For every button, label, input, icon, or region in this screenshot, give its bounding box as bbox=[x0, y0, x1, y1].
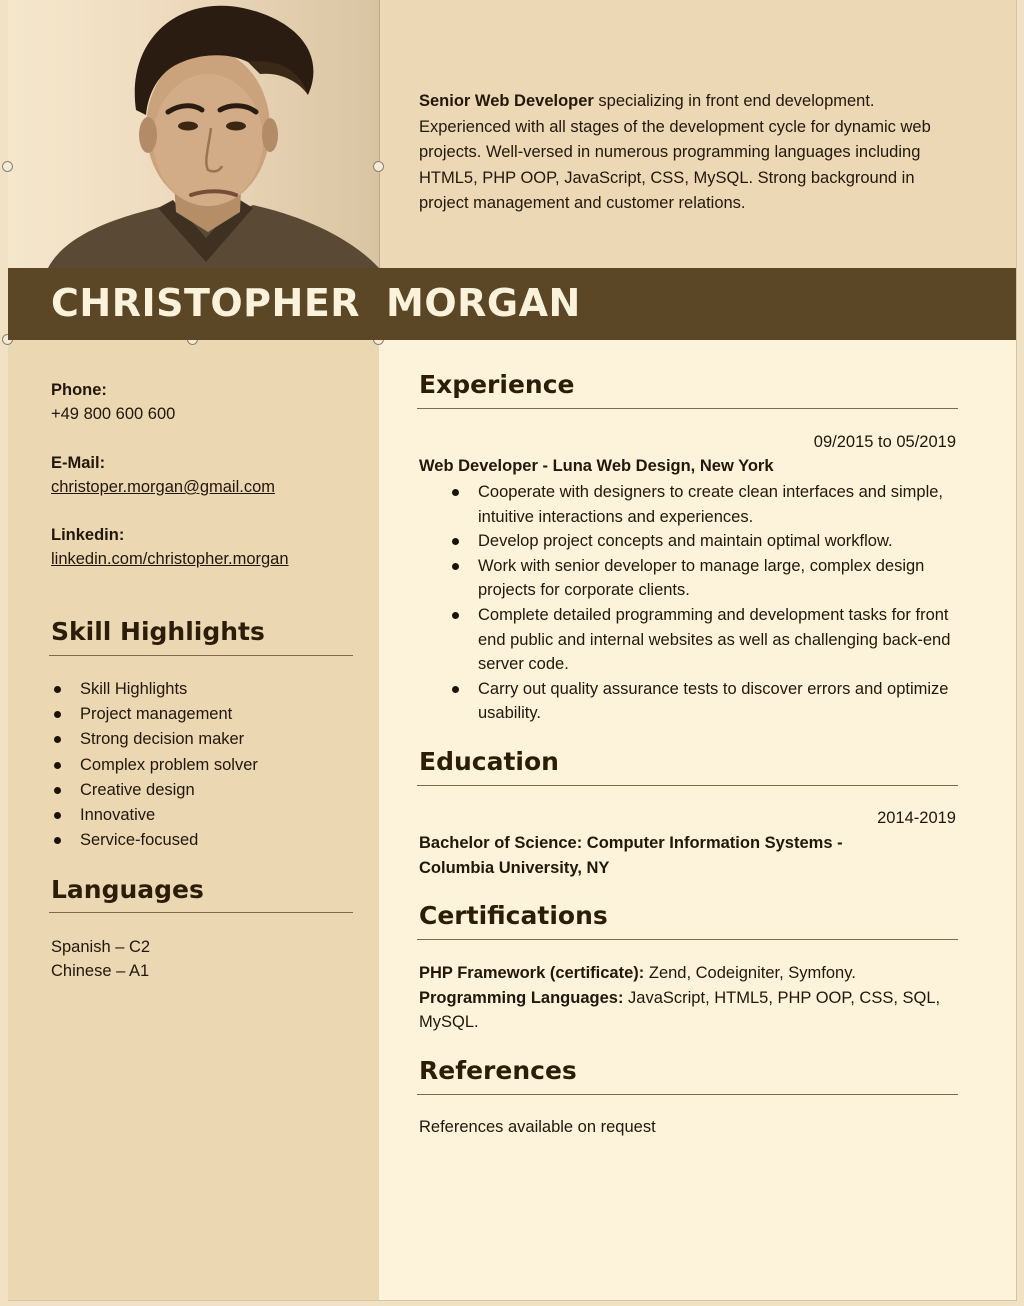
first-name: CHRISTOPHER bbox=[51, 281, 361, 325]
skill-item: Complex problem solver bbox=[51, 753, 351, 778]
experience-dates: 09/2015 to 05/2019 bbox=[813, 433, 956, 451]
languages-list bbox=[51, 935, 150, 983]
experience-bullet: Develop project concepts and maintain optimal workflow. bbox=[449, 529, 959, 554]
education-degree: Bachelor of Science: Computer Information Systems - Columbia University, NY bbox=[419, 834, 843, 877]
skill-item: Innovative bbox=[51, 803, 351, 828]
profile-photo[interactable] bbox=[8, 0, 379, 268]
skills-list bbox=[51, 677, 351, 853]
skill-item: Service-focused bbox=[51, 828, 351, 853]
language-item: Spanish – C2 bbox=[51, 938, 151, 956]
skills-divider bbox=[49, 655, 353, 656]
resize-handle-right[interactable] bbox=[373, 161, 384, 172]
programming-languages-value: JavaScript, HTML5, PHP OOP, CSS, SQL, MySQL. bbox=[419, 988, 941, 1031]
summary-text: specializing in front end development. Experienced with all stages of the development cycle for dynamic web projects. Well-versed in numerous programming languages including HTML5, PHP OOP, JavaScript, CSS, MySQL. Strong background in project management and customer relations. bbox=[419, 92, 931, 213]
phone-value: +49 800 600 600 bbox=[51, 405, 176, 423]
experience-bullet: Work with senior developer to manage large, complex design projects for corporate clients. bbox=[449, 554, 959, 603]
name-banner bbox=[8, 268, 1016, 340]
linkedin-link[interactable]: linkedin.com/christopher.morgan bbox=[51, 550, 289, 568]
email-block bbox=[51, 451, 275, 499]
last-name: MORGAN bbox=[386, 281, 581, 325]
education-dates: 2014-2019 bbox=[877, 809, 956, 827]
references-text: References available on request bbox=[419, 1118, 656, 1136]
programming-languages-label: Programming Languages: bbox=[419, 988, 624, 1007]
php-framework-label: PHP Framework (certificate): bbox=[419, 964, 645, 982]
experience-bullet: Carry out quality assurance tests to discover errors and optimize usability. bbox=[449, 677, 959, 726]
skill-item: Skill Highlights bbox=[51, 677, 351, 702]
experience-divider bbox=[417, 408, 958, 409]
skill-item: Creative design bbox=[51, 778, 351, 803]
skill-item: Project management bbox=[51, 702, 351, 727]
skill-item: Strong decision maker bbox=[51, 727, 351, 752]
email-label: E-Mail: bbox=[51, 454, 106, 472]
education-divider bbox=[417, 785, 958, 786]
email-link[interactable]: christoper.morgan@gmail.com bbox=[51, 478, 275, 496]
experience-bullet: Cooperate with designers to create clean interfaces and simple, intuitive interactions and experiences. bbox=[449, 480, 959, 529]
linkedin-block bbox=[51, 523, 289, 571]
profile-summary bbox=[419, 89, 964, 217]
skills-heading: Skill Highlights bbox=[51, 617, 265, 646]
php-framework-value: Zend, Codeigniter, Symfony. bbox=[644, 964, 856, 982]
experience-heading: Experience bbox=[419, 370, 575, 399]
certifications-heading: Certifications bbox=[419, 901, 608, 930]
experience-bullet: Complete detailed programming and development tasks for front end public and internal websites as well as challenging back-end server code. bbox=[449, 603, 959, 677]
languages-heading: Languages bbox=[51, 875, 204, 904]
certifications-divider bbox=[417, 939, 958, 940]
phone-block bbox=[51, 378, 175, 426]
education-heading: Education bbox=[419, 747, 559, 776]
linkedin-label: Linkedin: bbox=[51, 526, 125, 544]
job-title: Web Developer - Luna Web Design, New York bbox=[419, 457, 774, 475]
resize-handle-left[interactable] bbox=[2, 161, 13, 172]
references-heading: References bbox=[419, 1056, 577, 1085]
language-item: Chinese – A1 bbox=[51, 962, 150, 980]
languages-divider bbox=[49, 912, 353, 913]
phone-label: Phone: bbox=[51, 381, 107, 399]
experience-bullets bbox=[449, 480, 959, 726]
references-divider bbox=[417, 1094, 958, 1095]
certifications-text bbox=[419, 961, 954, 1035]
portrait-illustration bbox=[8, 0, 379, 268]
summary-role: Senior Web Developer bbox=[419, 92, 594, 110]
